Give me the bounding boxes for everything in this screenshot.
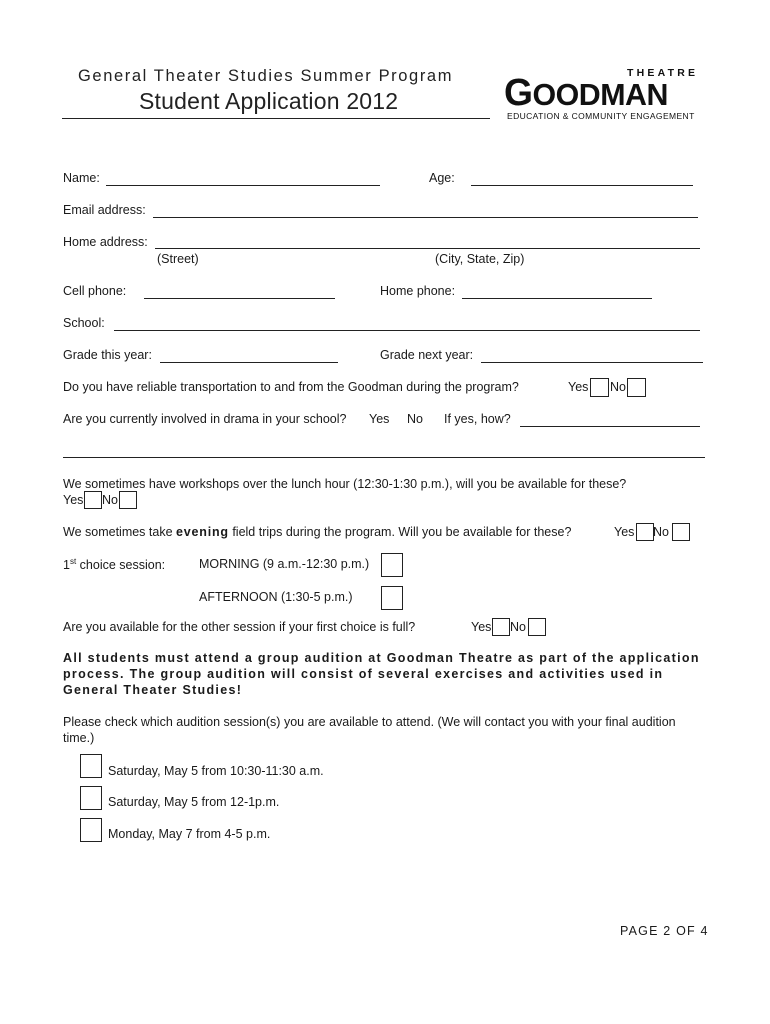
audition-session-3-checkbox[interactable] [80, 818, 102, 842]
first-choice-label [63, 557, 165, 572]
afternoon-session-label: AFTERNOON (1:30-5 p.m.) [199, 590, 353, 604]
grade-next-year-field[interactable] [481, 362, 703, 363]
page-title: Student Application 2012 [139, 88, 399, 114]
logo-initial: G [504, 72, 533, 114]
age-label: Age: [429, 171, 455, 185]
audition-instruction: Please check which audition session(s) you are available to attend. (We will contact you with your final audition time.) [63, 715, 676, 745]
drama-question: Are you currently involved in drama in your school? [63, 412, 347, 426]
drama-how-label: If yes, how? [444, 412, 511, 426]
lunch-yes-checkbox[interactable] [84, 491, 102, 509]
audition-session-2-label: Saturday, May 5 from 12-1p.m. [108, 795, 280, 809]
grade-this-year-label: Grade this year: [63, 348, 152, 362]
name-label: Name: [63, 171, 100, 185]
other-session-no-label: No [510, 620, 526, 634]
audition-notice: All students must attend a group audition at Goodman Theatre as part of the application process. The group audition will consist of several exercises and activities used in General Theater Studies! [63, 651, 700, 697]
lunch-yes-label: Yes [63, 493, 84, 507]
audition-session-2-checkbox[interactable] [80, 786, 102, 810]
page-number: PAGE 2 OF 4 [620, 924, 709, 938]
transport-no-label: No [610, 380, 626, 394]
first-choice-number: 1 [63, 558, 70, 573]
other-session-yes-label: Yes [471, 620, 492, 634]
lunch-no-label: No [102, 493, 118, 507]
street-hint: (Street) [157, 252, 199, 266]
lunch-no-checkbox[interactable] [119, 491, 137, 509]
lunch-question: We sometimes have workshops over the lunch hour (12:30-1:30 p.m.), will you be available for these? [63, 477, 627, 491]
drama-how-field[interactable] [520, 426, 700, 427]
evening-question-end: field trips during the program. Will you be available for these? [228, 525, 572, 539]
transport-no-checkbox[interactable] [627, 378, 646, 397]
transport-yes-checkbox[interactable] [590, 378, 609, 397]
afternoon-session-checkbox[interactable] [381, 586, 403, 610]
home-address-field[interactable] [155, 248, 700, 249]
morning-session-checkbox[interactable] [381, 553, 403, 577]
other-session-no-checkbox[interactable] [528, 618, 546, 636]
audition-session-1-checkbox[interactable] [80, 754, 102, 778]
other-session-yes-checkbox[interactable] [492, 618, 510, 636]
cell-phone-field[interactable] [144, 298, 335, 299]
audition-session-1-label: Saturday, May 5 from 10:30-11:30 a.m. [108, 764, 324, 778]
evening-no-label: No [653, 525, 669, 539]
evening-no-checkbox[interactable] [672, 523, 690, 541]
home-phone-field[interactable] [462, 298, 652, 299]
logo-theatre: THEATRE [627, 67, 699, 79]
logo-rest: OODMAN [532, 77, 668, 112]
other-session-question: Are you available for the other session if your first choice is full? [63, 620, 416, 634]
evening-question [63, 525, 571, 539]
first-choice-suffix: st [69, 557, 77, 566]
header-rule [62, 118, 490, 119]
evening-question-start: We sometimes take [63, 525, 177, 539]
audition-session-3-label: Monday, May 7 from 4-5 p.m. [108, 827, 271, 841]
transport-question: Do you have reliable transportation to and from the Goodman during the program? [63, 380, 519, 394]
drama-no-option[interactable]: No [407, 412, 423, 426]
home-address-label: Home address: [63, 235, 148, 249]
home-phone-label: Home phone: [380, 284, 456, 298]
first-choice-text: choice session: [76, 558, 166, 573]
program-name: General Theater Studies Summer Program [78, 67, 454, 85]
email-label: Email address: [63, 203, 146, 217]
city-state-zip-hint: (City, State, Zip) [435, 252, 525, 266]
logo-tagline: EDUCATION & COMMUNITY ENGAGEMENT [507, 111, 695, 121]
grade-next-year-label: Grade next year: [380, 348, 474, 362]
name-field[interactable] [106, 185, 380, 186]
evening-yes-label: Yes [614, 525, 635, 539]
logo-wordmark [504, 74, 668, 112]
cell-phone-label: Cell phone: [63, 284, 127, 298]
morning-session-label: MORNING (9 a.m.-12:30 p.m.) [199, 557, 370, 571]
email-field[interactable] [153, 217, 698, 218]
evening-yes-checkbox[interactable] [636, 523, 654, 541]
drama-how-field-continued[interactable] [63, 457, 705, 458]
school-label: School: [63, 316, 105, 330]
evening-word: evening [176, 525, 229, 539]
transport-yes-label: Yes [568, 380, 589, 394]
grade-this-year-field[interactable] [160, 362, 338, 363]
age-field[interactable] [471, 185, 693, 186]
school-field[interactable] [114, 330, 700, 331]
drama-yes-option[interactable]: Yes [369, 412, 390, 426]
